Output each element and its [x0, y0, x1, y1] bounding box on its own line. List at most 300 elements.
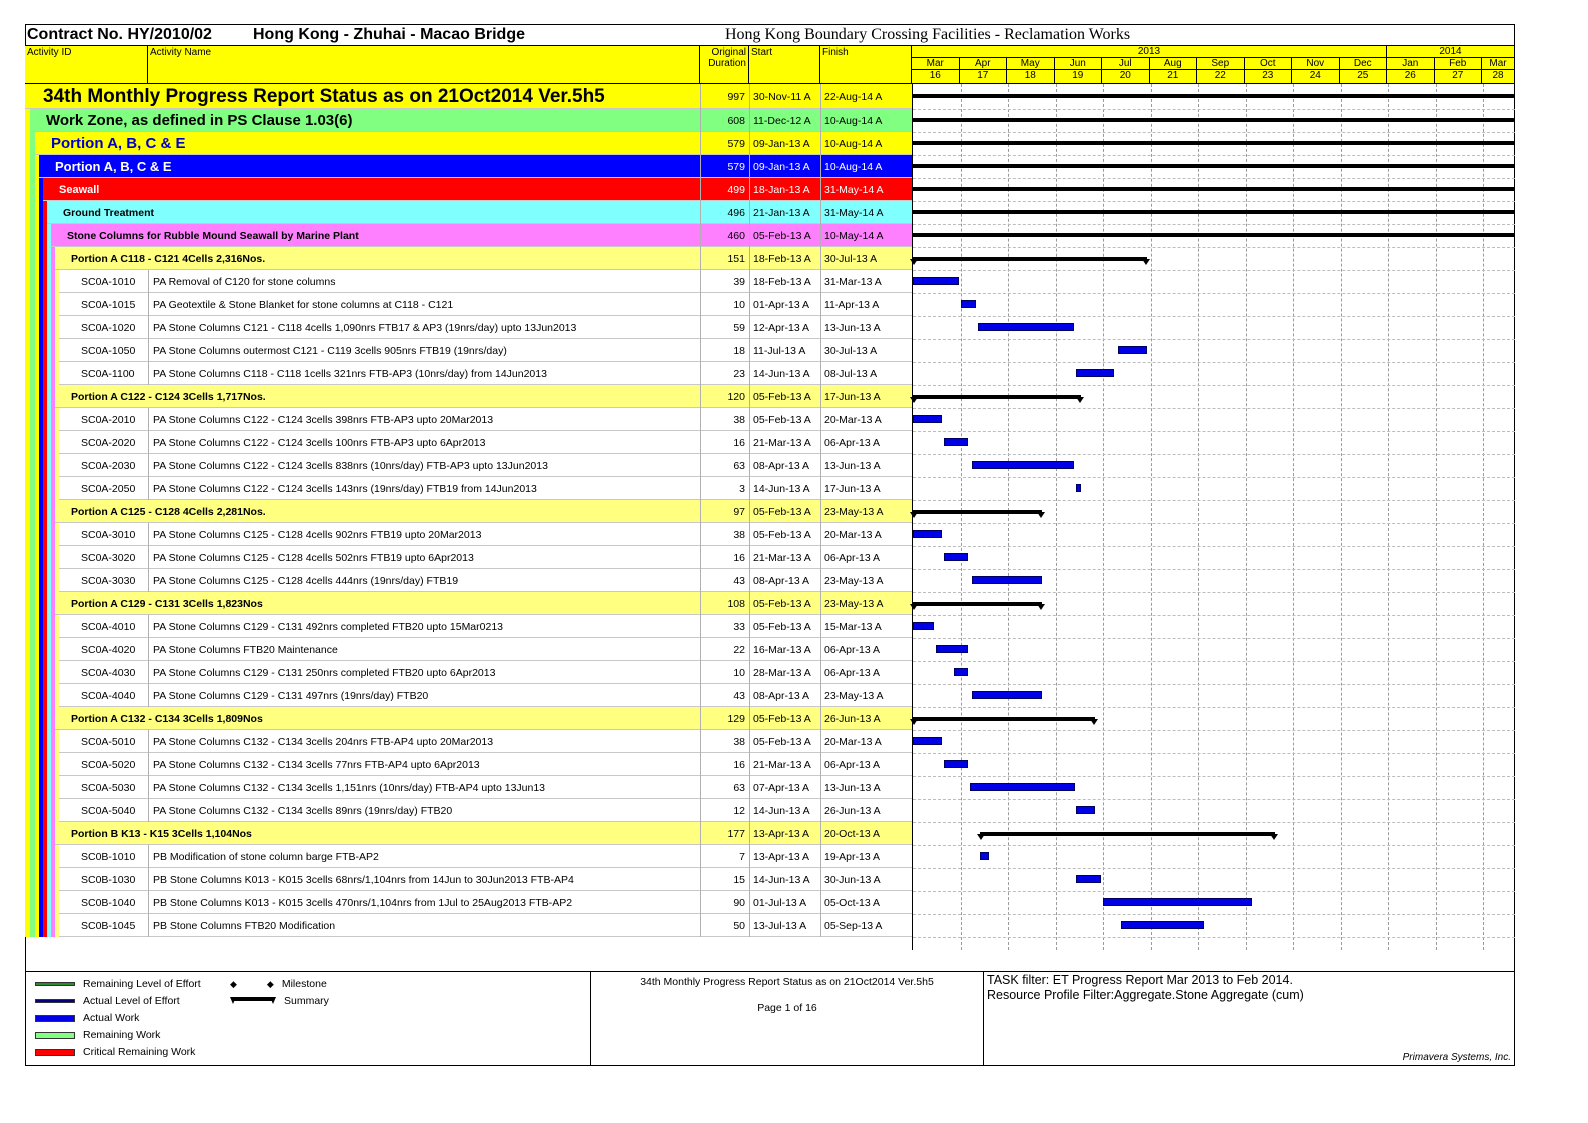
gantt-row-gridline [913, 569, 1515, 570]
activity-name: PA Stone Columns C132 - C134 3cells 1,151nrs (10nrs/day) FTB-AP4 upto 13Jun13 [148, 776, 700, 799]
diamond-icon: ◆ [266, 978, 274, 989]
start-date: 11-Jul-13 A [749, 339, 820, 362]
activity-id: SC0A-5010 [81, 735, 136, 748]
start-date: 28-Mar-13 A [749, 661, 820, 684]
original-duration: 39 [700, 270, 749, 293]
wbs-summary-row[interactable] [25, 592, 912, 615]
table-row[interactable] [25, 799, 912, 822]
gantt-row-gridline [913, 914, 1515, 915]
gantt-row-gridline [913, 454, 1515, 455]
wbs-name: Seawall [59, 183, 100, 196]
gantt-row-gridline [913, 155, 1515, 156]
activity-name: PB Stone Columns K013 - K015 3cells 470nrs/1,104nrs from 1Jul to 25Aug2013 FTB-AP2 [148, 891, 700, 914]
wbs-name: Portion A C132 - C134 3Cells 1,809Nos [71, 712, 263, 725]
gantt-row-gridline [913, 293, 1515, 294]
start-date: 30-Nov-11 A [749, 84, 820, 109]
timeline-month: Mar [1482, 58, 1515, 70]
finish-date: 20-Oct-13 A [820, 822, 912, 845]
gantt-actual-work-bar[interactable] [980, 852, 990, 860]
original-duration: 10 [700, 661, 749, 684]
original-duration: 38 [700, 523, 749, 546]
timeline-week: 20 [1102, 70, 1150, 83]
actual-loe-swatch [35, 999, 75, 1003]
activity-name: PA Geotextile & Stone Blanket for stone columns at C118 - C121 [148, 293, 700, 316]
activity-name: PA Stone Columns C121 - C118 4cells 1,090nrs FTB17 & AP3 (19nrs/day) upto 13Jun2013 [148, 316, 700, 339]
gantt-row-gridline [913, 224, 1515, 225]
gantt-actual-work-bar[interactable] [970, 783, 1075, 791]
timeline-week: 26 [1387, 70, 1435, 83]
gantt-actual-work-bar[interactable] [944, 760, 969, 768]
gantt-row-gridline [913, 431, 1515, 432]
start-date: 13-Apr-13 A [749, 845, 820, 868]
table-row[interactable] [25, 914, 912, 937]
gantt-row-gridline [913, 891, 1515, 892]
gantt-row-gridline [913, 776, 1515, 777]
diamond-icon: ◆ [230, 978, 237, 989]
gantt-row-gridline [913, 316, 1515, 317]
report-header [25, 24, 1515, 46]
table-row[interactable] [25, 316, 912, 339]
original-duration: 108 [700, 592, 749, 615]
finish-date: 26-Jun-13 A [820, 707, 912, 730]
column-header-duration[interactable]: Original Duration [700, 46, 749, 84]
activity-id: SC0A-2010 [81, 413, 136, 426]
activity-id: SC0A-5040 [81, 804, 136, 817]
gantt-row-gridline [913, 408, 1515, 409]
activity-id: SC0A-3030 [81, 574, 136, 587]
timeline-week: 17 [960, 70, 1008, 83]
original-duration: 97 [700, 500, 749, 523]
gantt-row-gridline [913, 385, 1515, 386]
start-date: 05-Feb-13 A [749, 523, 820, 546]
wbs-summary-row[interactable] [25, 707, 912, 730]
activity-name: PA Stone Columns C125 - C128 4cells 902nrs FTB19 upto 20Mar2013 [148, 523, 700, 546]
gantt-actual-work-bar[interactable] [936, 645, 968, 653]
original-duration: 38 [700, 408, 749, 431]
start-date: 08-Apr-13 A [749, 569, 820, 592]
timeline-header [912, 46, 1515, 84]
gantt-actual-work-bar[interactable] [978, 323, 1075, 331]
critical-remaining-swatch [35, 1049, 75, 1056]
timeline-week: 27 [1435, 70, 1483, 83]
original-duration: 18 [700, 339, 749, 362]
gantt-row-gridline [913, 523, 1515, 524]
gantt-row-gridline [913, 339, 1515, 340]
finish-date: 30-Jul-13 A [820, 247, 912, 270]
gantt-actual-work-bar[interactable] [1118, 346, 1147, 354]
footer-right [984, 971, 1515, 1066]
table-row[interactable] [25, 845, 912, 868]
wbs-summary-row[interactable] [25, 385, 912, 408]
finish-date: 30-Jul-13 A [820, 339, 912, 362]
wbs-name: Portion A, B, C & E [51, 135, 186, 152]
gantt-group-summary-bar[interactable] [913, 717, 1095, 721]
table-row[interactable] [25, 339, 912, 362]
timeline-month: May [1007, 58, 1055, 70]
table-row[interactable] [25, 753, 912, 776]
start-date: 05-Feb-13 A [749, 592, 820, 615]
column-header-activity-name[interactable]: Activity Name [148, 46, 700, 84]
legend-label: Summary [284, 995, 329, 1007]
original-duration: 7 [700, 845, 749, 868]
start-date: 08-Apr-13 A [749, 454, 820, 477]
finish-date: 08-Jul-13 A [820, 362, 912, 385]
task-filter: TASK filter: ET Progress Report Mar 2013 to Feb 2014. [987, 973, 1293, 987]
start-date: 21-Mar-13 A [749, 431, 820, 454]
activity-id: SC0A-1100 [81, 367, 135, 380]
finish-date: 13-Jun-13 A [820, 454, 912, 477]
timeline-month: Jan [1387, 58, 1435, 70]
start-date: 05-Feb-13 A [749, 224, 820, 247]
activity-id: SC0B-1045 [81, 919, 136, 932]
start-date: 13-Apr-13 A [749, 822, 820, 845]
finish-date: 06-Apr-13 A [820, 431, 912, 454]
footer-center [591, 971, 984, 1066]
legend [25, 971, 591, 1066]
gantt-row-gridline [913, 109, 1515, 110]
table-row[interactable] [25, 270, 912, 293]
timeline-week: 23 [1245, 70, 1293, 83]
activity-name: PB Stone Columns K013 - K015 3cells 68nrs/1,104nrs from 14Jun to 30Jun2013 FTB-AP4 [148, 868, 700, 891]
start-date: 12-Apr-13 A [749, 316, 820, 339]
timeline-month: Oct [1245, 58, 1293, 70]
finish-date: 13-Jun-13 A [820, 776, 912, 799]
original-duration: 43 [700, 569, 749, 592]
gantt-group-summary-bar[interactable] [913, 602, 1042, 606]
timeline-year: 2013 [912, 46, 1387, 58]
finish-date: 23-May-13 A [820, 592, 912, 615]
finish-date: 06-Apr-13 A [820, 546, 912, 569]
timeline-week: 16 [912, 70, 960, 83]
legend-label: Remaining Level of Effort [83, 978, 201, 990]
activity-name: PA Stone Columns C129 - C131 497nrs (19nrs/day) FTB20 [148, 684, 700, 707]
table-row[interactable] [25, 638, 912, 661]
table-row[interactable] [25, 431, 912, 454]
gantt-row-gridline [913, 937, 1515, 938]
start-date: 01-Jul-13 A [749, 891, 820, 914]
finish-date: 20-Mar-13 A [820, 523, 912, 546]
table-row[interactable] [25, 293, 912, 316]
timeline-month: Dec [1340, 58, 1388, 70]
original-duration: 997 [700, 84, 749, 109]
wbs-name: Stone Columns for Rubble Mound Seawall by Marine Plant [67, 229, 359, 242]
gantt-group-summary-bar[interactable] [980, 832, 1275, 836]
finish-date: 22-Aug-14 A [820, 84, 912, 109]
activity-id: SC0A-2050 [81, 482, 136, 495]
table-row[interactable] [25, 615, 912, 638]
timeline-month: Aug [1150, 58, 1198, 70]
start-date: 16-Mar-13 A [749, 638, 820, 661]
gantt-row-gridline [913, 178, 1515, 179]
table-row[interactable] [25, 362, 912, 385]
timeline-week: 19 [1055, 70, 1103, 83]
column-header-activity-id[interactable]: Activity ID [25, 46, 148, 84]
activity-id: SC0A-3020 [81, 551, 136, 564]
table-row[interactable] [25, 454, 912, 477]
timeline-week: 28 [1482, 70, 1515, 83]
original-duration: 129 [700, 707, 749, 730]
wbs-name: Portion A C118 - C121 4Cells 2,316Nos. [71, 252, 266, 265]
activity-name: PA Stone Columns C129 - C131 492nrs completed FTB20 upto 15Mar0213 [148, 615, 700, 638]
original-duration: 22 [700, 638, 749, 661]
activity-id: SC0A-2030 [81, 459, 136, 472]
finish-date: 11-Apr-13 A [820, 293, 912, 316]
legend-label: Milestone [281, 978, 327, 990]
activity-id: SC0B-1010 [81, 850, 136, 863]
legend-label: Remaining Work [83, 1029, 161, 1041]
table-row[interactable] [25, 569, 912, 592]
wbs-name: Portion A C129 - C131 3Cells 1,823Nos [71, 597, 263, 610]
gantt-row-gridline [913, 615, 1515, 616]
activity-name: PA Stone Columns C122 - C124 3cells 838nrs (10nrs/day) FTB-AP3 upto 13Jun2013 [148, 454, 700, 477]
summary-bar-icon [230, 996, 276, 1006]
activity-id: SC0A-5020 [81, 758, 136, 771]
legend-milestone [230, 978, 327, 990]
timeline-week: 18 [1007, 70, 1055, 83]
timeline-year: 2014 [1387, 46, 1515, 58]
gantt-group-summary-bar[interactable] [913, 257, 1147, 261]
gantt-actual-work-bar[interactable] [913, 277, 959, 285]
finish-date: 23-May-13 A [820, 684, 912, 707]
start-date: 11-Dec-12 A [749, 109, 820, 132]
activity-name: PA Stone Columns FTB20 Maintenance [148, 638, 700, 661]
gantt-actual-work-bar[interactable] [961, 300, 977, 308]
start-date: 14-Jun-13 A [749, 362, 820, 385]
activity-id: SC0A-3010 [81, 528, 136, 541]
finish-date: 10-May-14 A [820, 224, 912, 247]
original-duration: 579 [700, 155, 749, 178]
gantt-summary-bar[interactable] [913, 164, 1514, 168]
original-duration: 16 [700, 753, 749, 776]
gantt-row-gridline [913, 822, 1515, 823]
finish-date: 31-May-14 A [820, 201, 912, 224]
gantt-summary-bar[interactable] [913, 141, 1514, 145]
report-title-footer: 34th Monthly Progress Report Status as on 21Oct2014 Ver.5h5 [640, 976, 934, 988]
wbs-name: Work Zone, as defined in PS Clause 1.03(6) [46, 112, 353, 129]
gantt-row-gridline [913, 362, 1515, 363]
original-duration: 50 [700, 914, 749, 937]
wbs-summary-row[interactable] [25, 155, 912, 178]
activity-name: PA Stone Columns C125 - C128 4cells 502nrs FTB19 upto 6Apr2013 [148, 546, 700, 569]
timeline-month: Sep [1197, 58, 1245, 70]
table-row[interactable] [25, 477, 912, 500]
activity-name: PA Stone Columns C122 - C124 3cells 143nrs (19nrs/day) FTB19 from 14Jun2013 [148, 477, 700, 500]
gantt-row-gridline [913, 500, 1515, 501]
wbs-summary-row[interactable] [25, 822, 912, 845]
gantt-summary-bar[interactable] [913, 94, 1514, 98]
start-date: 05-Feb-13 A [749, 408, 820, 431]
gantt-actual-work-bar[interactable] [944, 553, 969, 561]
wbs-summary-row[interactable] [25, 84, 912, 109]
original-duration: 460 [700, 224, 749, 247]
table-row[interactable] [25, 868, 912, 891]
wbs-name: Portion A C122 - C124 3Cells 1,717Nos. [71, 390, 266, 403]
activity-id: SC0B-1040 [81, 896, 136, 909]
contract-number: Contract No. HY/2010/02 [27, 26, 212, 43]
table-row[interactable] [25, 684, 912, 707]
wbs-name: Portion A C125 - C128 4Cells 2,281Nos. [71, 505, 266, 518]
wbs-summary-row[interactable] [25, 500, 912, 523]
legend-label: Critical Remaining Work [83, 1046, 196, 1058]
gantt-row-gridline [913, 684, 1515, 685]
wbs-summary-row[interactable] [25, 109, 912, 132]
finish-date: 10-Aug-14 A [820, 155, 912, 178]
activity-name: PA Stone Columns C129 - C131 250nrs completed FTB20 upto 6Apr2013 [148, 661, 700, 684]
legend-actual-work [35, 1012, 139, 1024]
timeline-month: Nov [1292, 58, 1340, 70]
legend-actual-loe [35, 995, 180, 1007]
gantt-actual-work-bar[interactable] [1076, 484, 1081, 492]
gantt-row-gridline [913, 477, 1515, 478]
table-row[interactable] [25, 523, 912, 546]
finish-date: 17-Jun-13 A [820, 385, 912, 408]
gantt-actual-work-bar[interactable] [972, 461, 1075, 469]
timeline-week: 24 [1292, 70, 1340, 83]
gantt-row-gridline [913, 592, 1515, 593]
table-row[interactable] [25, 546, 912, 569]
original-duration: 16 [700, 546, 749, 569]
table-row[interactable] [25, 776, 912, 799]
gantt-actual-work-bar[interactable] [913, 530, 942, 538]
timeline-month: Mar [912, 58, 960, 70]
wbs-summary-row[interactable] [25, 178, 912, 201]
activity-name: PB Stone Columns FTB20 Modification [148, 914, 700, 937]
original-duration: 63 [700, 776, 749, 799]
original-duration: 15 [700, 868, 749, 891]
gantt-summary-bar[interactable] [913, 118, 1514, 122]
start-date: 18-Jan-13 A [749, 178, 820, 201]
start-date: 18-Feb-13 A [749, 270, 820, 293]
gantt-actual-work-bar[interactable] [913, 737, 942, 745]
original-duration: 33 [700, 615, 749, 638]
original-duration: 59 [700, 316, 749, 339]
activity-id: SC0B-1030 [81, 873, 136, 886]
gantt-row-gridline [913, 753, 1515, 754]
original-duration: 38 [700, 730, 749, 753]
finish-date: 05-Oct-13 A [820, 891, 912, 914]
start-date: 21-Mar-13 A [749, 546, 820, 569]
gantt-summary-bar[interactable] [913, 187, 1514, 191]
finish-date: 19-Apr-13 A [820, 845, 912, 868]
original-duration: 579 [700, 132, 749, 155]
activity-id: SC0A-4040 [81, 689, 136, 702]
activity-name: PA Stone Columns C132 - C134 3cells 204nrs FTB-AP4 upto 20Mar2013 [148, 730, 700, 753]
legend-remaining-loe [35, 978, 201, 990]
finish-date: 10-Aug-14 A [820, 132, 912, 155]
gantt-actual-work-bar[interactable] [1076, 369, 1114, 377]
gantt-actual-work-bar[interactable] [1076, 806, 1095, 814]
table-row[interactable] [25, 661, 912, 684]
activity-id: SC0A-4030 [81, 666, 136, 679]
gantt-summary-bar[interactable] [913, 210, 1514, 214]
gantt-row-gridline [913, 132, 1515, 133]
finish-date: 17-Jun-13 A [820, 477, 912, 500]
resource-filter: Resource Profile Filter:Aggregate.Stone Aggregate (cum) [987, 988, 1304, 1002]
timeline-week: 21 [1150, 70, 1198, 83]
activity-id: SC0A-5030 [81, 781, 136, 794]
gantt-actual-work-bar[interactable] [913, 415, 942, 423]
legend-remaining-work [35, 1029, 160, 1041]
gantt-actual-work-bar[interactable] [913, 622, 934, 630]
activity-name: PA Stone Columns C132 - C134 3cells 89nrs (19nrs/day) FTB20 [148, 799, 700, 822]
gantt-actual-work-bar[interactable] [972, 576, 1042, 584]
gantt-chart [912, 84, 1515, 950]
gantt-row-gridline [913, 270, 1515, 271]
finish-date: 20-Mar-13 A [820, 730, 912, 753]
timeline-month: Apr [960, 58, 1008, 70]
wbs-name: Portion B K13 - K15 3Cells 1,104Nos [71, 827, 252, 840]
finish-date: 31-Mar-13 A [820, 270, 912, 293]
finish-date: 06-Apr-13 A [820, 753, 912, 776]
gantt-actual-work-bar[interactable] [954, 668, 968, 676]
gantt-row-gridline [913, 799, 1515, 800]
wbs-summary-row[interactable] [25, 132, 912, 155]
wbs-summary-row[interactable] [25, 247, 912, 270]
timeline-month: Jul [1102, 58, 1150, 70]
activity-id: SC0A-1010 [81, 275, 136, 288]
activity-name: PA Stone Columns C132 - C134 3cells 77nrs FTB-AP4 upto 6Apr2013 [148, 753, 700, 776]
start-date: 05-Feb-13 A [749, 707, 820, 730]
original-duration: 90 [700, 891, 749, 914]
start-date: 08-Apr-13 A [749, 684, 820, 707]
start-date: 21-Jan-13 A [749, 201, 820, 224]
timeline-week: 25 [1340, 70, 1388, 83]
gantt-group-summary-bar[interactable] [913, 510, 1042, 514]
original-duration: 496 [700, 201, 749, 224]
gantt-actual-work-bar[interactable] [944, 438, 969, 446]
column-header-finish[interactable]: Finish [820, 46, 912, 84]
finish-date: 06-Apr-13 A [820, 638, 912, 661]
wbs-summary-row[interactable] [25, 224, 912, 247]
activity-id: SC0A-1020 [81, 321, 136, 334]
gantt-group-summary-bar[interactable] [913, 395, 1081, 399]
finish-date: 26-Jun-13 A [820, 799, 912, 822]
start-date: 05-Feb-13 A [749, 615, 820, 638]
gantt-row-gridline [913, 868, 1515, 869]
table-row[interactable] [25, 891, 912, 914]
gantt-actual-work-bar[interactable] [972, 691, 1042, 699]
finish-date: 23-May-13 A [820, 569, 912, 592]
project-name: Hong Kong - Zhuhai - Macao Bridge [253, 26, 525, 43]
gantt-actual-work-bar[interactable] [1103, 898, 1252, 906]
original-duration: 177 [700, 822, 749, 845]
gantt-actual-work-bar[interactable] [1076, 875, 1101, 883]
legend-summary [230, 995, 329, 1007]
table-row[interactable] [25, 730, 912, 753]
remaining-work-swatch [35, 1032, 75, 1039]
activity-name: PA Stone Columns outermost C121 - C119 3cells 905nrs FTB19 (19nrs/day) [148, 339, 700, 362]
column-header-start[interactable]: Start [749, 46, 820, 84]
finish-date: 30-Jun-13 A [820, 868, 912, 891]
finish-date: 06-Apr-13 A [820, 661, 912, 684]
table-row[interactable] [25, 408, 912, 431]
timeline-month: Feb [1435, 58, 1483, 70]
gantt-actual-work-bar[interactable] [1121, 921, 1204, 929]
gantt-row-gridline [913, 201, 1515, 202]
gantt-summary-bar[interactable] [913, 233, 1514, 237]
gantt-row-gridline [913, 661, 1515, 662]
activity-name: PA Stone Columns C122 - C124 3cells 398nrs FTB-AP3 upto 20Mar2013 [148, 408, 700, 431]
activity-id: SC0A-4010 [81, 620, 136, 633]
activity-name: PA Stone Columns C125 - C128 4cells 444nrs (19nrs/day) FTB19 [148, 569, 700, 592]
activity-name: PB Modification of stone column barge FTB-AP2 [148, 845, 700, 868]
vendor-label: Primavera Systems, Inc. [1402, 1052, 1511, 1063]
gantt-row-gridline [913, 707, 1515, 708]
original-duration: 16 [700, 431, 749, 454]
activity-id: SC0A-1015 [81, 298, 136, 311]
start-date: 14-Jun-13 A [749, 799, 820, 822]
wbs-summary-row[interactable] [25, 201, 912, 224]
